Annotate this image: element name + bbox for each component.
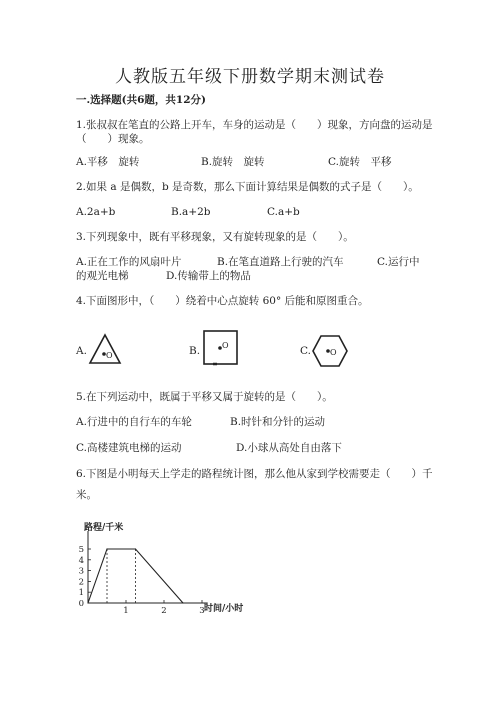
q3-option-b[interactable]: B.在笔直道路上行驶的汽车 (217, 256, 344, 268)
chart-y-axis-label: 路程/千米 (84, 523, 124, 533)
hexagon-figure[interactable] (311, 334, 349, 368)
q6-stem-line1: 6.下图是小明每天上学走的路程统计图，那么他从家到学校需要走（ ）千 (76, 468, 433, 480)
q2-option-c[interactable]: C.a+b (267, 206, 300, 218)
section-heading: 一.选择题(共6题，共12分) (76, 94, 207, 106)
q5-option-a[interactable]: A.行进中的自行车的车轮 (76, 416, 192, 428)
q6-stem-line2: 米。 (76, 489, 97, 501)
chart-point (182, 602, 183, 603)
q4-stem: 4.下面图形中，（ ）绕着中心点旋转 60° 后能和原图重合。 (76, 295, 369, 307)
q1-option-b[interactable]: B.旋转 旋转 (201, 156, 265, 168)
q4-option-a-label[interactable]: A. (76, 345, 87, 357)
chart-y-tick-label: 2 (78, 577, 84, 588)
q5-option-c[interactable]: C.高楼建筑电梯的运动 (76, 442, 182, 454)
triangle-figure[interactable] (87, 332, 123, 368)
hexagon-center-label: O (330, 348, 337, 357)
q3-option-a[interactable]: A.正在工作的风扇叶片 (76, 256, 182, 268)
q4-option-b-label[interactable]: B. (189, 345, 201, 357)
square-center-label: O (222, 341, 229, 350)
q4-option-c-label[interactable]: C. (300, 345, 311, 357)
chart-point (87, 602, 88, 603)
chart-y-tick-label: 3 (78, 566, 84, 577)
page-title: 人教版五年级下册数学期末测试卷 (115, 67, 385, 87)
q1-stem-line2: （ ）现象。 (76, 133, 150, 145)
q5-stem: 5.在下列运动中，既属于平移又属于旋转的是（ ）。 (76, 391, 333, 403)
q2-stem: 2.如果 a 是偶数，b 是奇数，那么下面计算结果是偶数的式子是（ ）。 (76, 181, 419, 193)
q1-stem-line1: 1.张叔叔在笔直的公路上开车，车身的运动是（ ）现象，方向盘的运动是 (76, 119, 433, 131)
q2-option-a[interactable]: A.2a+b (76, 206, 116, 218)
q3-option-c[interactable]: C.运行中 (377, 256, 420, 268)
square-figure[interactable] (201, 328, 241, 368)
q5-option-d[interactable]: D.小球从高处自由落下 (236, 442, 342, 454)
chart-x-tick-label: 3 (199, 606, 205, 616)
triangle-center-label: O (106, 351, 113, 360)
chart-y-tick-label: 1 (78, 588, 84, 599)
q1-option-c[interactable]: C.旋转 平移 (328, 156, 392, 168)
q2-option-b[interactable]: B.a+2b (171, 206, 211, 218)
chart-x-tick-label: 1 (123, 606, 129, 616)
q3-option-c-continued: 的观光电梯 (76, 270, 129, 282)
q3-option-d[interactable]: D.传输带上的物品 (166, 270, 251, 282)
q5-option-b[interactable]: B.时针和分针的运动 (230, 416, 326, 428)
chart-point (135, 548, 136, 549)
chart-y-tick-label: 0 (78, 599, 84, 609)
q3-stem: 3.下列现象中，既有平移现象，又有旋转现象的是（ ）。 (76, 231, 354, 243)
chart-x-tick-label: 2 (161, 606, 167, 616)
chart-x-axis-label: 时间/小时 (204, 604, 244, 614)
chart-point (106, 548, 107, 549)
q1-option-a[interactable]: A.平移 旋转 (76, 156, 140, 168)
chart-y-tick-label: 5 (78, 545, 84, 555)
chart-y-tick-label: 4 (78, 555, 84, 566)
distance-time-chart (70, 520, 260, 620)
